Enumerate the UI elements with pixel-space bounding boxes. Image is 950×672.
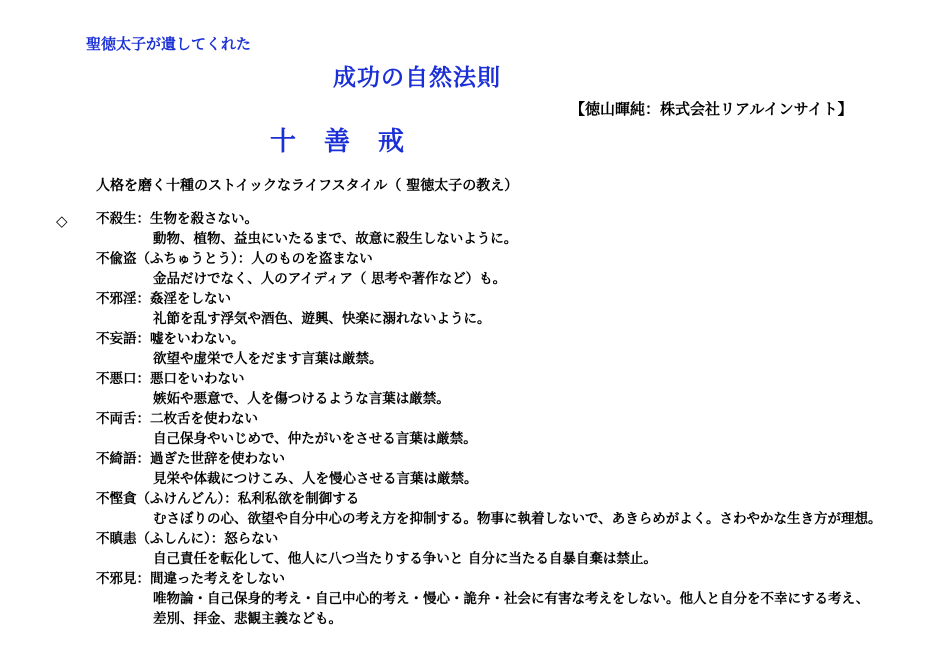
precept-title: 不邪淫：姦淫をしない	[96, 291, 231, 307]
precept-description: 見栄や体裁につけこみ、人を慢心させる言葉は厳禁。	[153, 471, 478, 487]
author-credit: 【徳山暉純：株式会社リアルインサイト】	[570, 100, 853, 118]
precept-description: 差別、拝金、悲観主義なども。	[153, 611, 342, 627]
precept-description: 自己責任を転化して、他人に八つ当たりする争いと 自分に当たる自暴自棄は禁止。	[153, 551, 657, 567]
precept-description: 礼節を乱す浮気や酒色、遊興、快楽に溺れないように。	[153, 311, 491, 327]
diamond-bullet-icon: ◇	[56, 212, 68, 230]
precept-description: 唯物論・自己保身的考え・自己中心的考え・慢心・詭弁・社会に有害な考えをしない。他人と自分を不幸にする考え、	[153, 591, 870, 607]
intro-text: 人格を磨く十種のストイックなライフスタイル（ 聖徳太子の教え）	[96, 178, 519, 194]
subtitle: 聖徳太子が遺してくれた	[86, 35, 252, 53]
precept-description: 動物、植物、益虫にいたるまで、故意に殺生しないように。	[153, 231, 518, 247]
precept-title: 不瞋恚（ふしんに）：怒らない	[96, 531, 279, 547]
precept-title: 不悪口：悪口をいわない	[96, 371, 245, 387]
precept-description: 欲望や虚栄で人をだます言葉は厳禁。	[153, 351, 383, 367]
precept-list	[0, 209, 950, 629]
precept-description: むさぼりの心、欲望や自分中心の考え方を抑制する。物事に執着しないで、あきらめがよく。さわやかな生き方が理想。	[153, 511, 882, 527]
page-title: 成功の自然法則	[333, 65, 501, 91]
section-heading: 十善戒	[270, 127, 433, 157]
precept-title: 不邪見：間違った考えをしない	[96, 571, 285, 587]
precept-description: 金品だけでなく、人のアイディア（ 思考や著作など）も。	[153, 271, 507, 287]
precept-description: 嫉妬や悪意で、人を傷つけるような言葉は厳禁。	[153, 391, 450, 407]
precept-title: 不殺生：生物を殺さない。	[96, 211, 258, 227]
precept-title: 不妄語：嘘をいわない。	[96, 331, 245, 347]
precept-title: 不慳貪（ふけんどん）：私利私欲を制御する	[96, 491, 360, 507]
precept-title: 不偸盗（ふちゅうとう）：人のものを盗まない	[96, 251, 373, 267]
precept-description: 自己保身やいじめで、仲たがいをさせる言葉は厳禁。	[153, 431, 477, 447]
precept-title: 不両舌：二枚舌を使わない	[96, 411, 258, 427]
precept-title: 不綺語：過ぎた世辞を使わない	[96, 451, 285, 467]
